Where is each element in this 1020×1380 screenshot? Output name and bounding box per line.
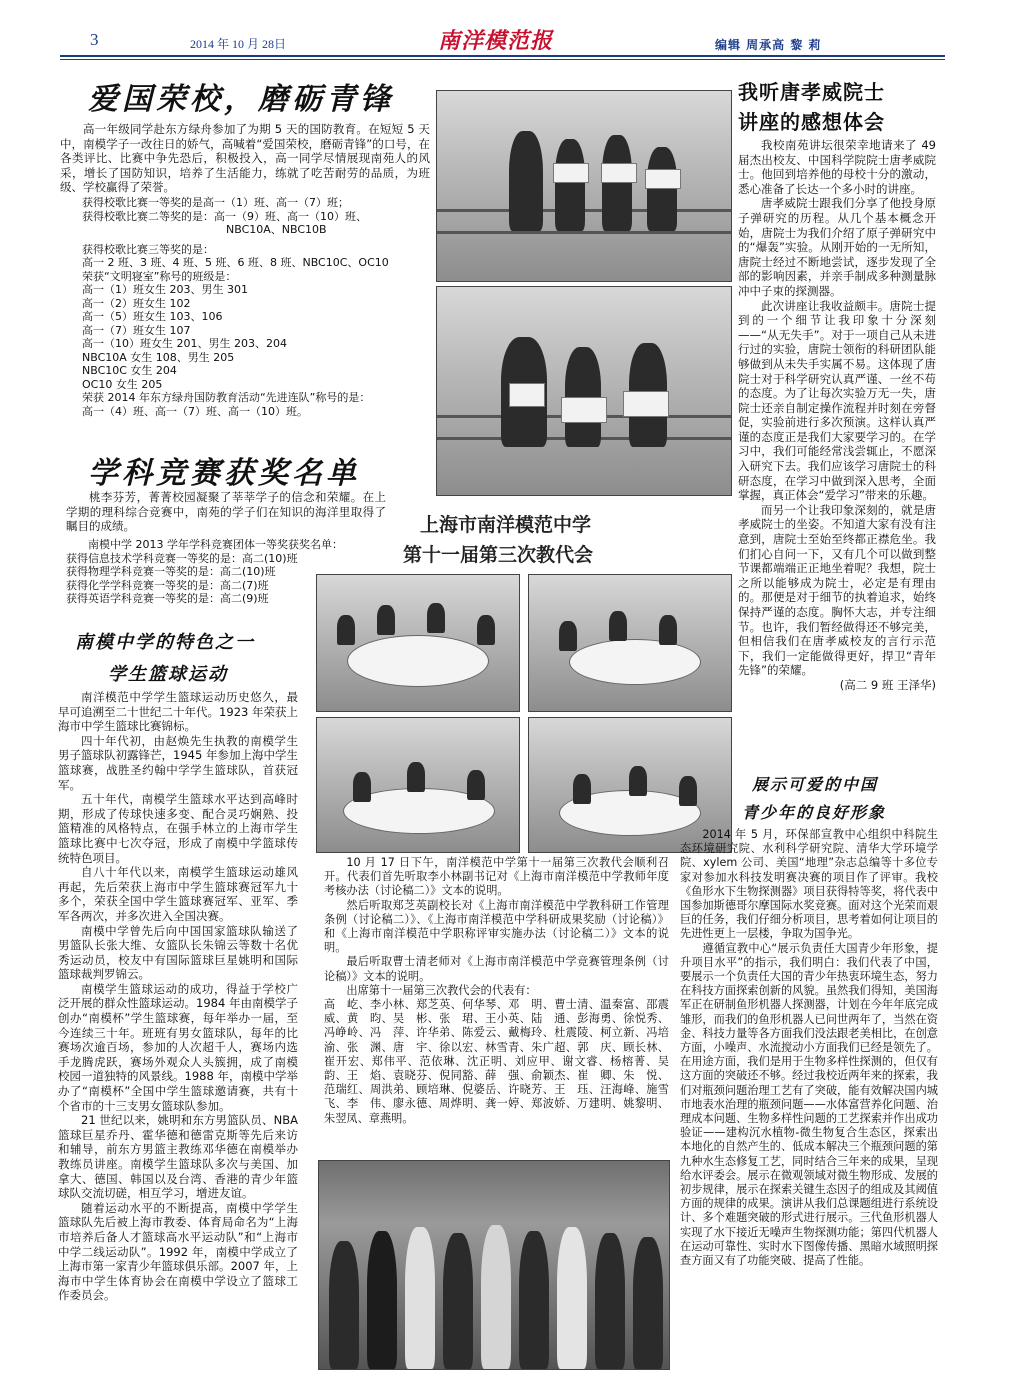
article6-paragraph: 遵循宣教中心“展示负责任大国青少年形象，提升项目水平”的指示，我们明白：我们代表了中国，要展示一个负责任大国的青少年热衷环境生态，努力在科技方面探索创新的风貌。虽然我们得知，美国海军正在研制鱼形机器人探测器，计划在今年年底完成雏形，而我们的鱼形机器人已问世两年了，当然在资金、科技力量等各方面我们没法跟老美相比，在创意方面，小噪声、水流搅动小方面我们已经是领先了。在用途方面，我们是用于生物多样性探测的，但仅有这方面的突破还不够。经过我校近两年来的探索，我们对瓶颈问题治理工艺有了突破，能有效解决国内城市地表水治理的瓶颈问题——水体富营养化问题、治理成本问题、生物多样性问题的工艺探索并作出成功验证——建构沉水植物-微生物复合生态区，探索出本地化的自然产生的、低成本解决三个瓶颈问题的第九种水生态修复工艺，同时结合三年来的成果，呈现给水评委会。展示在微观领域对微生物形成、发展的初步规律，展示在探索关键生态因子的组成及其阈值方面的规律的成果。演讲从我们总课题组进行系统设计、多个难题突破的形式进行展示。三代鱼形机器人实现了水下接近无噪声生物探测功能；第四代机器人在运动可靠性、实时水下图像传播、黑暗水域照明探查方面又有了功能突破、提高了性能。 [680, 941, 938, 1268]
article3-title: 南模中学的特色之一 [75, 632, 255, 653]
photo-congress-meeting-1 [316, 574, 520, 712]
article3-paragraph: 南洋模范中学学生篮球运动历史悠久，最早可追溯至二十世纪二十年代。1923 年荣获上海市中学生篮球比赛锦标。 [58, 690, 298, 734]
header-rule [60, 55, 945, 57]
photo-academician-with-students-1 [436, 90, 732, 282]
page-number: 3 [90, 30, 99, 49]
article3-paragraph: 自八十年代以来，南模学生篮球运动雄风再起，先后荣获上海市中学生篮球赛冠军九十多个，荣获全国中学生篮球赛冠军、亚军、季军各两次，并多次进入全国决赛。 [58, 865, 298, 923]
article1-line: 高一（2）班女生 102 [82, 296, 191, 310]
article5-body [738, 138, 936, 693]
article1-line: 获得校歌比赛一等奖的是高一（1）班、高一（7）班； [82, 196, 349, 209]
article2-line: 获得信息技术学科竞赛一等奖的是：高二(10)班 [66, 551, 298, 565]
article5-paragraph: 而另一个让我印象深刻的，就是唐孝威院士的坐姿。不知道大家有没有注意到，唐院士至始至终都正襟危坐。我们扪心自问一下，又有几个可以做到整节课都端端正正地坐着呢？我想，院士之所以能够成为院士，必定是有理由的。那便是对于细节的执着追求，始终保持严谨的态度。胸怀大志，并专注细节。也许，我们暂经做得还不够完美，但相信我们在唐孝威校友的言行示范下，我们一定能做得更好，捍卫“青年先锋”的荣耀。 [738, 502, 936, 678]
article2-body [66, 490, 386, 534]
issue-date: 2014 年 10 月 28日 [190, 37, 287, 51]
article5-paragraph: 我校南苑讲坛很荣幸地请来了 49 届杰出校友、中国科学院院士唐孝威院士。他回到培养他的母校十分的激动，悉心准备了长达一个多小时的讲座。 [738, 138, 936, 196]
article2-title: 学科竞赛获奖名单 [88, 456, 360, 491]
article4-delegates: 高 屹、李小林、郑芝英、何华琴、邓 明、曹士清、温秦富、邵震威、黄 昀、吴 彬、张 珺、王小英、陆 通、彭海勇、徐悦秀、冯峥岭、冯 萍、许华弟、陈爱云、戴梅玲、杜震陵、柯立新、冯培渝、张 渊、唐 宇、徐以宏、林雪青、朱广超、郭 庆、顾长林、崔开宏、郑伟平、范依琳、沈正明、刘应甲、谢文睿、杨榕菁、吴 韵、王 焰、袁晓芬、倪同豁、薛 强、俞颖杰、崔 卿、朱 悦、范瑞红、周洪弟、顾培琳、倪婆岳、许晓芳、王 珏、汪海峰、施雪飞、李 伟、廖永德、周烨明、龚一婷、郑波娇、万建明、姚黎明、朱翌凤、章燕明。 [324, 998, 681, 1125]
article1-line: NBC10A 女生 108、男生 205 [82, 350, 235, 364]
article6-title: 展示可爱的中国 [752, 775, 879, 794]
article4-paragraph: 10 月 17 日下午，南洋模范中学第十一届第三次教代会顺利召开。代表们首先听取李小林副书记对《上海市南洋模范中学教师年度考核办法（讨论稿二）》文本的说明。 [324, 856, 669, 898]
article1-award-list [82, 196, 432, 418]
article2-line: 获得化学学科竞赛一等奖的是：高二(7)班 [66, 578, 269, 592]
article4-paragraph: 出席第十一届第三次教代会的代表有： [346, 983, 537, 997]
article4-paragraph: 然后听取郑芝英副校长对《上海市南洋模范中学教科研工作管理条例（讨论稿二）》、《上海市南洋模范中学科研成果奖励（讨论稿）》和《上海市南洋模范中学职称评审实施办法（讨论稿二）》文本的说明。 [324, 898, 669, 955]
article3-body [58, 690, 298, 1303]
photo-academician-with-students-2 [436, 286, 732, 496]
article3-paragraph: 21 世纪以来，姚明和东方男篮队员、NBA 篮球巨星乔丹、霍华德和德雷克斯等先后来访和辅导，前东方男篮主教练邓华德在南模举办教练员讲座。南模学生篮球队多次与美国、加拿大、德国、韩国以及台湾、香港的青少年篮球队交流切磋，相互学习，增进友谊。 [58, 1113, 298, 1201]
article1-intro: 高一年级同学赴东方绿舟参加了为期 5 天的国防教育。在短短 5 天中，南模学子一改往日的娇气，高喊着“爱国荣校，磨砺青锋”的口号，在各类评比、比赛中争先恐后，积极投入，高一同学尽情展现南苑人的风采，增长了国防知识，培养了生活能力，练就了吃苦耐劳的品质，为班级、学校赢得了荣誉。 [60, 122, 430, 195]
article6-paragraph: 2014 年 5 月，环保部宣教中心组织中科院生态环境研究院、水利科学研究院、清华大学环境学院、xylem 公司、美国“地理”杂志总编等十多位专家对参加水科技发明赛决赛的项目作了评审。我校《鱼形水下生物探测器》项目获得特等奖，将代表中国参加斯德哥尔摩国际水奖竞赛。面对这个光荣而艰巨的任务，我们仔细分析项目，思考着如何让项目的先进性更上一层楼，争取为国争光。 [680, 828, 938, 941]
article1-body [60, 122, 430, 195]
article4-paragraph: 最后听取曹士清老师对《上海市南洋模范中学竞赛管理条例（讨论稿）》文本的说明。 [324, 955, 669, 983]
photo-congress-meeting-2 [528, 574, 732, 712]
article1-line: OC10 女生 205 [82, 377, 163, 391]
article1-line: 获得校歌比赛三等奖的是： [82, 242, 214, 256]
article1-line: 高一（7）班女生 107 [82, 323, 191, 337]
article1-line: 高一（4）班、高一（7）班、高一（10）班。 [82, 404, 308, 418]
article1-line: 高一（5）班女生 103、106 [82, 310, 223, 323]
photo-students-stage-group [318, 1160, 670, 1370]
article3-paragraph: 南模中学曾先后向中国国家篮球队输送了男篮队长张大维、女篮队长朱锦云等数十名优秀运动员，校友中有国际篮球巨星姚明和国际篮球裁判罗锦云。 [58, 923, 298, 982]
article6-body [680, 828, 938, 1268]
article3-paragraph: 随着运动水平的不断提高，南模中学学生篮球队先后被上海市教委、体育局命名为“上海市培养后备人才篮球高水平运动队”和“上海市中学二线运动队”。1992 年，南模中学成立了上海市第一家青少年篮球俱乐部。2007 年，上海市中学生体育协会在南模中学设立了篮球工作委员会。 [58, 1200, 298, 1303]
article5-paragraph: 唐孝威院士跟我们分享了他投身原子弹研究的历程。从几个基本概念开始，唐院士为我们介绍了原子弹研究中的“爆轰”实验。从刚开始的一无所知，唐院士经过不断地尝试，逐步发现了全部的影响因素，并亲手制成多种测量脉冲中子束的探测器。 [738, 196, 936, 298]
article4-subtitle: 第十一届第三次教代会 [403, 544, 594, 566]
photo-congress-meeting-3 [316, 717, 520, 853]
article4-body [324, 856, 681, 1126]
article5-paragraph: 此次讲座让我收益颇丰。唐院士提到的一个细节让我印象十分深刻——“从无失手”。对于一项自己从未进行过的实验，唐院士领衔的科研团队能够做到从未失手实属不易。这体现了唐院士对于科学研究认真严谨、一丝不苟的态度。为了让每次实验万无一失，唐院士还亲自制定操作流程并时刻在旁督促，实验前进行多次预演。这样认真严谨的态度正是我们大家要学习的。在学习中，我们可能经常浅尝辄止，不愿深入研究下去。我们应该学习唐院士的科研态度，在学习中做到深入思考，全面掌握，真正体会“爱学习”带来的乐趣。 [738, 298, 936, 503]
article3-paragraph: 五十年代，南模学生篮球水平达到高峰时期，形成了传球快速多变、配合灵巧娴熟、投篮精准的风格特点，在强手林立的上海市学生篮球比赛中七次夺冠，形成了南模中学篮球传统特色项目。 [58, 792, 298, 865]
article2-line: 获得物理学科竞赛一等奖的是：高二(10)班 [66, 565, 276, 578]
article4-title: 上海市南洋模范中学 [420, 514, 592, 536]
editors-credit: 编辑 周承高 黎 莉 [715, 38, 822, 52]
article1-line: NBC10C 女生 204 [82, 364, 177, 377]
header-rule-thin [60, 59, 945, 60]
article1-line: 高一（1）班女生 203、男生 301 [82, 283, 248, 296]
article1-title: 爱国荣校，磨砺青锋 [88, 82, 394, 117]
article1-line: 获得校歌比赛二等奖的是：高一（9）班、高一（10）班、 [82, 209, 367, 223]
article5-signature: (高二 9 班 王泽华) [839, 677, 936, 692]
article1-line: 高一（10）班女生 201、男生 203、204 [82, 337, 287, 350]
article5-subtitle: 讲座的感想体会 [738, 110, 885, 134]
masthead: 南洋模范报 [438, 28, 554, 54]
article2-line: 南模中学 2013 学年学科竞赛团体一等奖获奖名单： [88, 538, 343, 551]
article1-line: 高一 2 班、3 班、4 班、5 班、6 班、8 班、NBC10C、OC10 [82, 256, 389, 269]
article1-line: NBC10A、NBC10B [226, 223, 327, 236]
article3-subtitle: 学生篮球运动 [108, 664, 228, 685]
article6-subtitle: 青少年的良好形象 [742, 803, 887, 822]
article3-paragraph: 南模学生篮球运动的成功，得益于学校广泛开展的群众性篮球运动。1984 年由南模学子创办“南模杯”学生篮球赛，每年举办一届，至今连续三十年。班班有男女篮球队，每年的比赛场次逾百场，参加的人次超千人，赛场内选手龙腾虎跃，赛场外观众人头簇拥，成了南模校园一道独特的风景线。1988 年，南模中学举办了“南模杯”全国中学生篮球邀请赛，共有十个省市的十三支男女篮球队参加。 [58, 981, 298, 1113]
article1-line: 荣获 2014 年东方绿舟国防教育活动“先进连队”称号的是： [82, 391, 371, 404]
article2-intro: 桃李芬芳，菁菁校园凝聚了莘莘学子的信念和荣耀。在上学期的理科综合竞赛中，南苑的学子们在知识的海洋里取得了瞩目的成绩。 [66, 490, 386, 534]
article1-line: 荣获“文明寝室”称号的班级是： [82, 269, 237, 283]
article5-title: 我听唐孝威院士 [738, 80, 885, 104]
article2-line: 获得英语学科竞赛一等奖的是：高二(9)班 [66, 592, 269, 605]
article3-paragraph: 四十年代初，由赵焕先生执教的南模学生男子篮球队初露锋芒，1945 年参加上海中学生篮球赛，战胜圣约翰中学学生篮球队，首获冠军。 [58, 733, 298, 792]
